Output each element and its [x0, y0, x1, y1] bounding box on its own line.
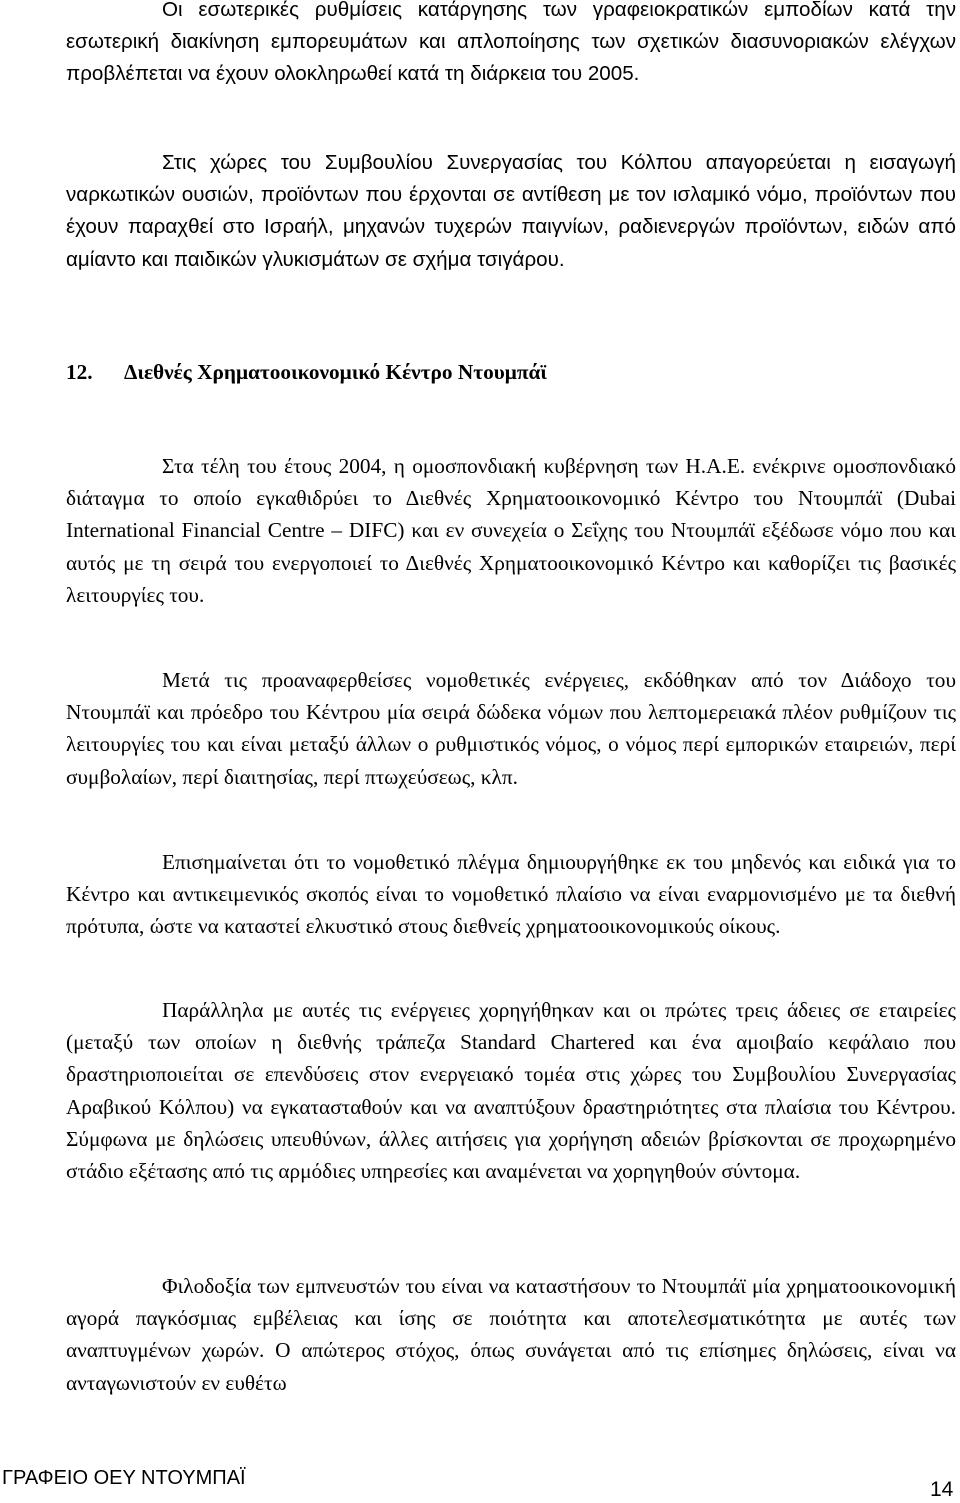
- paragraph-laws-issued: Μετά τις προαναφερθείσες νομοθετικές ενέργειες, εκδόθηκαν από τον Διάδοχο του Ντουμπάϊ και πρόεδρο του Κέντρου μία σειρά δώδεκα νόμων που λεπτομερειακά πλέον ρυθμίζουν τις λειτουργίες του και είναι μεταξύ άλλων ο ρυθμιστικός νόμος, ο νόμος περί εμπορικών εταιρειών, περί συμβολαίων, περί διαιτησίας, περί πτωχεύσεως, κλπ.: [66, 668, 956, 789]
- paragraph-legal-framework: Επισημαίνεται ότι το νομοθετικό πλέγμα δημιουργήθηκε εκ του μηδενός και ειδικά για το Κέντρο και αντικειμενικός σκοπός είναι το νομοθετικό πλαίσιο να είναι εναρμονισμένο με τα διεθνή πρότυπα, ώστε να καταστεί ελκυστικό στους διεθνείς χρηματοοικονομικούς οίκους.: [66, 850, 956, 939]
- section-heading: [66, 356, 547, 388]
- paragraph-licenses: Παράλληλα με αυτές τις ενέργειες χορηγήθηκαν και οι πρώτες τρεις άδειες σε εταιρείες (μεταξύ των οποίων η διεθνής τράπεζα Standard Chartered και ένα αμοιβαίο κεφάλαιο που δραστηριοποιείται σε επενδύσεις στον ενεργειακό τομέα στις χώρες του Συμβουλίου Συνεργασίας Αραβικού Κόλπου) να εγκατασταθούν και να αναπτύξουν δραστηριότητες στα πλαίσια του Κέντρου. Σύμφωνα με δηλώσεις υπευθύνων, άλλες αιτήσεις για χορήγηση αδειών βρίσκονται σε προχωρημένο στάδιο εξέτασης από τις αρμόδιες υπηρεσίες και αναμένεται να χορηγηθούν σύντομα.: [66, 998, 956, 1184]
- paragraph-import-bans: Στις χώρες του Συμβουλίου Συνεργασίας του Κόλπου απαγορεύεται η εισαγωγή ναρκωτικών ουσιών, προϊόντων που έρχονται σε αντίθεση με τον ισλαμικό νόμο, προϊόντων που έχουν παραχθεί στο Ισραήλ, μηχανών τυχερών παιγνίων, ραδιενεργών προϊόντων, ειδών από αμίαντο και παιδικών γλυκισμάτων σε σχήμα τσιγάρου.: [66, 151, 956, 271]
- section-title: Διεθνές Χρηματοοικονομικό Κέντρο Ντουμπάϊ: [124, 360, 548, 384]
- footer-office-name: ΓΡΑΦΕΙΟ ΟΕΥ ΝΤΟΥΜΠΑΪ: [2, 1467, 246, 1489]
- paragraph-customs-reforms: Οι εσωτερικές ρυθμίσεις κατάργησης των γραφειοκρατικών εμποδίων κατά την εσωτερική διακίνηση εμπορευμάτων και απλοποίησης των σχετικών διασυνοριακών ελέγχων προβλέπεται να έχουν ολοκληρωθεί κατά τη διάρκεια του 2005.: [66, 0, 956, 86]
- footer-page-number: 14: [930, 1478, 954, 1501]
- section-number: 12.: [66, 360, 93, 384]
- paragraph-ambition: Φιλοδοξία των εμπνευστών του είναι να καταστήσουν το Ντουμπάϊ μία χρηματοοικονομική αγορά παγκόσμιας εμβέλειας και ίσης σε ποιότητα και αποτελεσματικότητα με αυτές των αναπτυγμένων χωρών. Ο απώτερος στόχος, όπως συνάγεται από τις επίσημες δηλώσεις, είναι να ανταγωνιστούν εν ευθέτω: [66, 1274, 956, 1395]
- paragraph-difc-establishment: Στα τέλη του έτους 2004, η ομοσπονδιακή κυβέρνηση των Η.Α.Ε. ενέκρινε ομοσπονδιακό διάταγμα το οποίο εγκαθιδρύει το Διεθνές Χρηματοοικονομικό Κέντρο του Ντουμπάϊ (Dubai International Financial Centre – DIFC) και εν συνεχεία ο Σεΐχης του Ντουμπάϊ εξέδωσε νόμο που και αυτός με τη σειρά του ενεργοποιεί το Διεθνές Χρηματοοικονομικό Κέντρο και καθορίζει τις βασικές λειτουργίες του.: [66, 454, 956, 607]
